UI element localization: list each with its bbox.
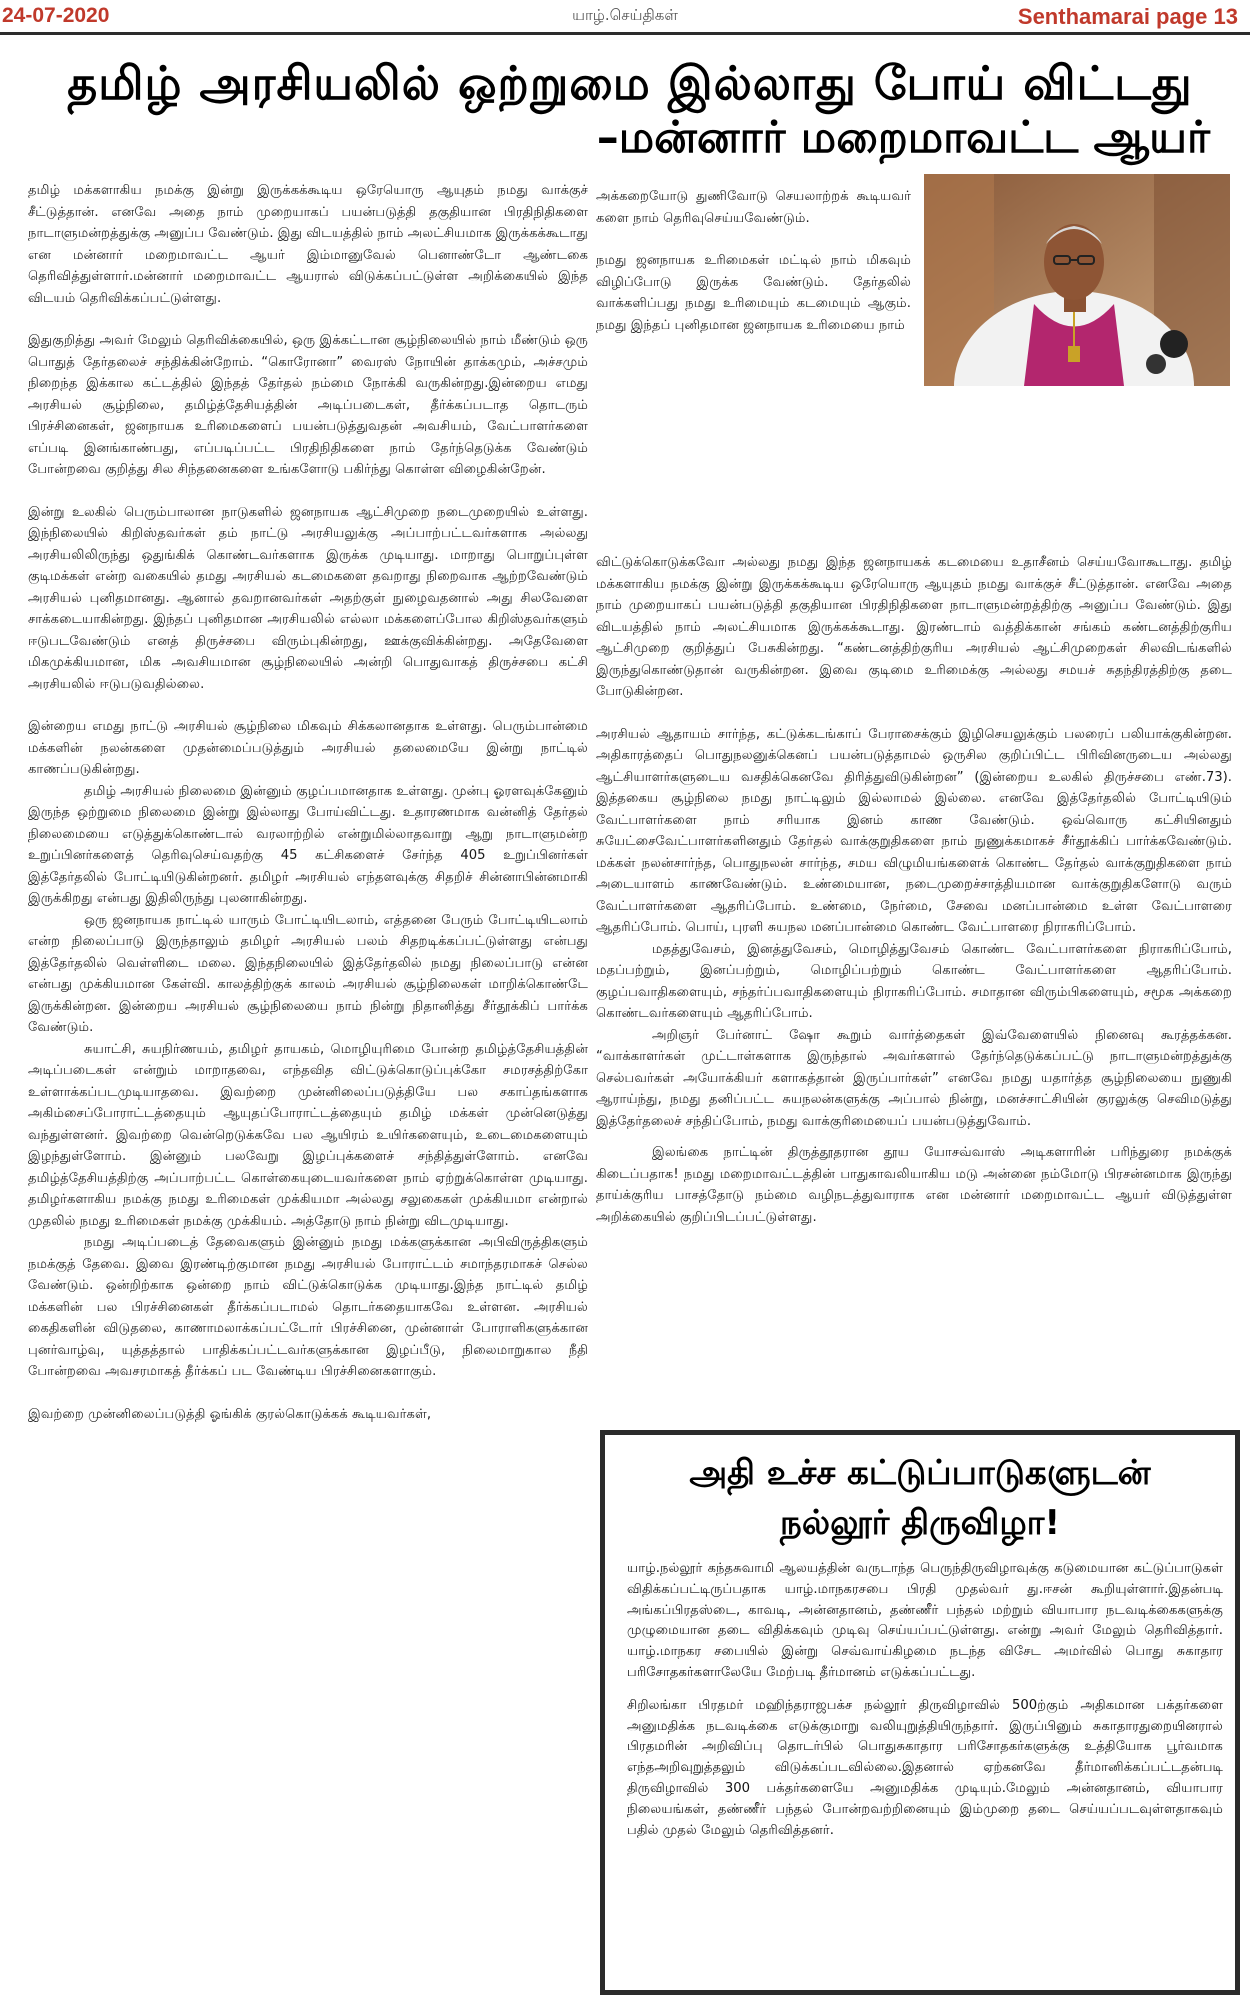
article-paragraph: இவற்றை முன்னிலைப்படுத்தி ஓங்கிக் குரல்கொடுக்கக் கூடியவர்கள், (28, 1406, 432, 1422)
headline-line-1: தமிழ் அரசியலில் ஒற்றுமை இல்லாது போய் விட்டது (67, 56, 1193, 110)
article-paragraph: இலங்கை நாட்டின் திருத்தூதரான தூய யோசவ்வாஸ் அடிகளாரின் பரிந்துரை நமக்குக் கிடைப்பதாக! நமது மறைமாவட்டத்தின் பாதுகாவலியாகிய மடு அன்னை நம்மோடு பிரசன்னமாக இருந்து தாய்க்குரிய பாசத்தோடு நம்மை வழிநடத்துவாராக என மன்னார் மறைமாவட்ட ஆயர் விடுத்துள்ள அறிக்கையில் குறிப்பிடப்பட்டுள்ளது. (596, 1145, 1232, 1225)
article-paragraph: இதுகுறித்து அவர் மேலும் தெரிவிக்கையில், ஒரு இக்கட்டான சூழ்நிலையில் நாம் மீண்டும் ஒரு பொதுத் தேர்தலைச் சந்திக்கின்றோம். “கொரோனா” வைரஸ் நோயின் தாக்கமும், அச்சமும் நிறைந்த இக்கால கட்டத்தில் இந்தத் தேர்தல் நம்மை நோக்கி வருகின்றது.இன்றைய எமது அரசியல் சூழ்நிலை, தமிழ்த்தேசியத்தின் அடிப்படைகள், தீர்க்கப்படாத தொடரும் பிரச்சினைகள், ஜனநாயக உரிமைகளைப் பயன்படுத்துவதன் அவசியம், வேட்பாளர்களை எப்படி இனங்காண்பது, எப்படிப்பட்ட பிரதிநிதிகளை நாம் தேர்ந்தெடுக்க வேண்டும் போன்றவை குறித்து சில சிந்தனைகளை உங்களோடு பகிர்ந்து கொள்ள விழைகின்றேன். (28, 333, 588, 477)
header-divider (0, 32, 1250, 35)
issue-date: 24-07-2020 (2, 4, 110, 27)
article-paragraph: நமது ஜனநாயக உரிமைகள் மட்டில் நாம் மிகவும் விழிப்போடு இருக்க வேண்டும். தேர்தலில் வாக்களிப்பது நமது உரிமையும் கடமையும் ஆகும். நமது இந்தப் புனிதமான ஜனநாயக உரிமையை நாம் (596, 253, 911, 333)
news-box-nallur (600, 1430, 1240, 1995)
article-right-column (596, 552, 1232, 1228)
article-paragraph: அரசியல் ஆதாயம் சார்ந்த, கட்டுக்கடங்காப் பேராசைக்கும் இழிசெயலுக்கும் பலரைப் பலியாக்குகின்றன. அதிகாரத்தைப் பொதுநலனுக்கெனப் பயன்படுத்தாமல் ஒருசில குறிப்பிட்ட பிரிவினருடைய அல்லது ஆட்சியாளர்களுடைய வசதிக்கெனவே திரித்துவிடுகின்றன” (இன்றைய உலகில் திருச்சபை எண்.73). இத்தகைய சூழ்நிலை நமது நாட்டிலும் இல்லாமல் இல்லை. எனவே இத்தேர்தலில் போட்டியிடும் வேட்பாளர்களை நாம் சரியாக இனம் காண வேண்டும். ஒவ்வொரு கட்சியினதும் சுயேட்சைவேட்பாளர்களினதும் தேர்தல் வாக்குறுதிகளை நாம் நுணுக்கமாகச் சீர்தூக்கிப் பார்க்கவேண்டும். மக்கள் நலன்சார்ந்த, பொதுநலன் சார்ந்த, சமய விழுமியங்களைக் கொண்ட தேர்தல் வாக்குறுதிகளை நாம் அடையாளம் காணவேண்டும். உண்மையான, நடைமுறைச்சாத்தியமான வாக்குறுதிகளோடு வரும் வேட்பாளர்களை ஆதரிப்போம். உண்மை, நேர்மை, சேவை மனப்பான்மை உள்ள வேட்பாளரை ஆதரிப்போம். பொய், புரளி சுயநல மனப்பான்மை கொண்ட வேட்பாளரை நிராகரிப்போம். (596, 726, 1232, 935)
article-paragraph: அக்கறையோடு துணிவோடு செயலாற்றக் கூடியவர் களை நாம் தெரிவுசெய்யவேண்டும். (596, 189, 911, 226)
article-left-column (28, 180, 588, 1446)
box-title-line-1: அதி உச்ச கட்டுப்பாடுகளுடன் (689, 1453, 1151, 1493)
article-paragraph: அறிஞர் பேர்னாட் ஷோ கூறும் வார்த்தைகள் இவ்வேளையில் நினைவு கூரத்தக்கன. “வாக்காளர்கள் முட்டாள்களாக இருந்தால் அவர்களால் தேர்ந்தெடுக்கப்பட்டு நாடாளுமன்றத்துக்கு செல்பவர்கள் அயோக்கியர் களாகத்தான் இருப்பார்கள்” எனவே நமது யதார்த்த சூழ்நிலையை நுணுகி ஆராய்ந்து, நமது தனிப்பட்ட சுயநலன்களுக்கு அப்பால் நின்று, மனச்சாட்சியின் குரலுக்கு செவிமடுத்து இத்தேர்தலைச் சந்திப்போம், நமது வாக்குரிமையைப் பயன்படுத்துவோம். (596, 1027, 1232, 1129)
headline-line-2: –மன்னார் மறைமாவட்ட ஆயர் (596, 112, 1210, 163)
article-paragraph: மதத்துவேசம், இனத்துவேசம், மொழித்துவேசம் கொண்ட வேட்பாளர்களை நிராகரிப்போம், மதப்பற்றும், இனப்பற்றும், மொழிப்பற்றும் கொண்ட வேட்பாளர்களை ஆதரிப்போம். குழப்பவாதிகளையும், சந்தர்ப்பவாதிகளையும் நிராகரிப்போம். சமாதான விரும்பிகளையும், சமூக அக்கறை கொண்டவர்களையும் ஆதரிப்போம். (596, 941, 1232, 1021)
article-paragraph: இன்றைய எமது நாட்டு அரசியல் சூழ்நிலை மிகவும் சிக்கலானதாக உள்ளது. பெரும்பான்மை மக்களின் நலன்களை முதன்மைப்படுத்தும் அரசியல் தலைமையே இன்று நாட்டில் காணப்படுகின்றது. (28, 719, 588, 777)
box-title-line-2: நல்லூர் திருவிழா! (780, 1503, 1060, 1543)
box-body (627, 1559, 1223, 1853)
article-paragraph: இன்று உலகில் பெரும்பாலான நாடுகளில் ஜனநாயக ஆட்சிமுறை நடைமுறையில் உள்ளது. இந்நிலையில் கிறிஸ்தவர்கள் தம் நாட்டு அரசியலுக்கு அப்பாற்பட்டவர்களாக அல்லது அரசியலிலிருந்து ஒதுங்கிக் கொண்டவர்களாக இருக்க முடியாது. மாறாது பொறுப்புள்ள குடிமக்கள் என்ற வகையில் தமது அரசியல் கடமைகளை தவறாது நிறைவாக ஆற்றவேண்டும் அரசியல் புனிதமானது. ஆனால் தவறானவர்கள் அதற்குள் நுழைவதனால் அது சிலவேளை சாக்கடையாகின்றது. இந்தப் புனிதமான அரசியலில் எல்லா மக்களைப்போல கிறிஸ்தவர்களும் ஈடுபடவேண்டும் எனத் திருச்சபை விரும்புகின்றது, ஊக்குவிக்கின்றது. அதேவேளை மிகமுக்கியமான, மிக அவசியமான சூழ்நிலையில் அன்றி பொதுவாகத் திருச்சபை கட்சி அரசியலில் ஈடுபடுவதில்லை. (28, 504, 588, 692)
publication-page: Senthamarai page 13 (1017, 4, 1238, 29)
page-header (0, 0, 1250, 34)
section-name: யாழ்.செய்திகள் (572, 6, 678, 24)
article-paragraph: தமிழ் அரசியல் நிலைமை இன்னும் குழப்பமானதாக உள்ளது. முன்பு ஓரளவுக்கேனும் இருந்த ஒற்றுமை நிலைமை இன்று இல்லாது போய்விட்டது. உதாரணமாக வன்னித் தேர்தல் நிலைமையை எடுத்துக்கொண்டால் வரலாற்றில் என்றுமில்லாதவாறு ஆறு நாடாளுமன்ற உறுப்பினர்களைத் தெரிவுசெய்வதற்கு 45 கட்சிகளைச் சேர்ந்த 405 உறுப்பினர்கள் இத்தேர்தலில் போட்டியிடுகின்றனர். தமிழர் அரசியல் எந்தளவுக்கு சிதறிச் சின்னாபின்னமாகி இருக்கிறது என்பது இதிலிருந்து புலனாகின்றது. (28, 783, 588, 906)
article-paragraph: விட்டுக்கொடுக்கவோ அல்லது நமது இந்த ஜனநாயகக் கடமையை உதாசீனம் செய்யவோகூடாது. தமிழ் மக்களாகிய நமக்கு இன்று இருக்கக்கூடிய ஒரேயொரு ஆயுதம் நமது வாக்குச் சீட்டுத்தான். எனவே அதை நாம் முறையாகப் பயன்படுத்தி தகுதியான பிரதிநிதிகளை நாடாளுமன்றத்திற்கு அனுப்ப வேண்டும். இது விடயத்தில் நாம் அலட்சியமாக இருக்கக்கூடாது. இரண்டாம் வத்திக்கான் சங்கம் கண்டனத்திற்குரிய ஆட்சிமுறை குறித்துப் பேசுகின்றது. “கண்டனத்திற்குரிய அரசியல் ஆட்சிமுறைகள் சிலவிடங்களில் இருந்துகொண்டுதான் வருகின்றன. இவை குடிமை உரிமைக்கு அல்லது சமயச் சுதந்திரத்திற்கு தடை போடுகின்றன. (596, 555, 1232, 699)
box-paragraph: யாழ்.நல்லூர் கந்தசுவாமி ஆலயத்தின் வருடாந்த பெருந்திருவிழாவுக்கு கடுமையான கட்டுப்பாடுகள் விதிக்கப்பட்டிருப்பதாக யாழ்.மாநகரசபை பிரதி முதல்வர் து.ஈசன் கூறியுள்ளார்.இதன்படி அங்கப்பிரதஸ்டை, காவடி, அன்னதானம், தண்ணீர் பந்தல் மற்றும் வியாபார நடவடிக்கைகளுக்கு முழுமையான தடை விதிக்கவும் முடிவு செய்யப்பட்டுள்ளது. என்று அவர் மேலும் தெரிவித்தார். யாழ்.மாநகர சபையில் இன்று செவ்வாய்கிழமை நடந்த விசேட அமர்வில் பொது சுகாதார பரிசோதகர்களாலேயே மேற்படி தீர்மானம் எடுக்கப்பட்டது. (627, 1561, 1223, 1680)
bishop-portrait-image (924, 174, 1230, 386)
article-paragraph: ஒரு ஜனநாயக நாட்டில் யாரும் போட்டியிடலாம், எத்தனை பேரும் போட்டியிடலாம் என்ற நிலைப்பாடு இருந்தாலும் தமிழர் அரசியல் பலம் சிதறடிக்கப்பட்டுள்ளது என்பது இத்தேர்தலில் வெள்ளிடை மலை. இந்தநிலையில் இத்தேர்தலில் நமது நிலைப்பாடு என்ன என்பது முக்கியமான கேள்வி. காலத்திற்குக் காலம் அரசியல் சூழ்நிலைகள் மாறிக்கொண்டே இருக்கின்றன. இன்றைய அரசியல் சூழ்நிலையை நாம் நின்று நிதானித்து சீர்தூக்கிப் பார்க்க வேண்டும். (28, 912, 588, 1035)
portrait-illustration (924, 174, 1230, 386)
article-paragraph: நமது அடிப்படைத் தேவைகளும் இன்னும் நமது மக்களுக்கான அபிவிருத்திகளும் நமக்குத் தேவை. இவை இரண்டிற்குமான நமது அரசியல் போராட்டம் சமாந்தரமாகச் செல்ல வேண்டும். ஒன்றிற்காக ஒன்றை நாம் விட்டுக்கொடுக்க முடியாது.இந்த நாட்டில் தமிழ் மக்களின் பல பிரச்சினைகள் தீர்க்கப்படாமல் தொடர்கதையாகவே உள்ளன. அரசியல் கைதிகளின் விடுதலை, காணாமலாக்கப்பட்டோர் பிரச்சினை, முன்னாள் போராளிகளுக்கான புனர்வாழ்வு, யுத்தத்தால் பாதிக்கப்பட்டவர்களுக்கான இழப்பீடு, நிலைமாறுகால நீதி போன்றவை அவசரமாகத் தீர்க்கப் பட வேண்டிய பிரச்சினைகளாகும். (28, 1235, 588, 1379)
article-right-narrow-column (596, 186, 911, 357)
box-paragraph: சிறிலங்கா பிரதமர் மஹிந்தராஜபக்ச நல்லூர் திருவிழாவில் 500ற்கும் அதிகமான பக்தர்களை அனுமதிக்க நடவடிக்கை எடுக்குமாறு வலியுறுத்தியிருந்தார். இருப்பினும் சுகாதாரதுறையினரால் பிரதமரின் அறிவிப்பு தொடர்பில் பொதுசுகாதார பரிசோதகர்களுக்கு உத்தியோக பூர்வமாக எந்தஅறிவுறுத்தலும் விடுக்கப்படவில்லை.இதனால் ஏற்கனவே தீர்மானிக்கப்பட்டதன்படி திருவிழாவில் 300 பக்தர்களையே அனுமதிக்க முடியும்.மேலும் அன்னதானம், வியாபார நிலையங்கள், தண்ணீர் பந்தல் போன்றவற்றினையும் இம்முறை தடை செய்யப்படவுள்ளதாகவும் பதில் முதல் மேலும் தெரிவித்தனர். (627, 1697, 1223, 1838)
article-paragraph: தமிழ் மக்களாகிய நமக்கு இன்று இருக்கக்கூடிய ஒரேயொரு ஆயுதம் நமது வாக்குச் சீட்டுத்தான். எனவே அதை நாம் முறையாகப் பயன்படுத்தி தகுதியான பிரதிநிதிகளை நாடாளுமன்றத்துக்கு அனுப்ப வேண்டும். இது விடயத்தில் நாம் அலட்சியமாக இருக்கக்கூடாது என மன்னார் மறைமாவட்ட ஆயர் இம்மானுவேல் பெனாண்டோ ஆண்டகை தெரிவித்துள்ளார்.மன்னார் மறைமாவட்ட ஆயரால் விடுக்கப்பட்டுள்ள அறிக்கையில் இந்த விடயம் தெரிவிக்கப்பட்டுள்ளது. (28, 183, 588, 306)
article-paragraph: சுயாட்சி, சுயநிர்ணயம், தமிழர் தாயகம், மொழியுரிமை போன்ற தமிழ்த்தேசியத்தின் அடிப்படைகள் என்றும் மாறாதவை, எந்தவித விட்டுக்கொடுப்புக்கோ சமரசத்திற்கோ உள்ளாக்கப்படமுடியாதவை. இவற்றை முன்னிலைப்படுத்தியே பல சகாப்தங்களாக அகிம்சைப்போராட்டத்தையும் ஆயுதப்போராட்டத்தையும் தமிழ் மக்கள் முன்னெடுத்து வந்துள்ளனர். இவற்றை வென்றெடுக்கவே பல ஆயிரம் உயிர்களையும், உடைமைகளையும் இழந்துள்ளோம். இன்னும் பலவேறு இழப்புக்களைச் சந்தித்துள்ளோம். எனவே தமிழ்த்தேசியத்திற்கு அப்பாற்பட்ட கொள்கையுடையவர்களை நாம் ஏற்றுக்கொள்ள முடியாது. தமிழர்களாகிய நமக்கு நமது உரிமைகள் முக்கியமா அல்லது சலுகைகள் முக்கியமா என்றால் முதலில் நமது உரிமைகள் நமக்கு முக்கியம். அத்தோடு நாம் நின்று விடமுடியாது. (28, 1041, 588, 1229)
